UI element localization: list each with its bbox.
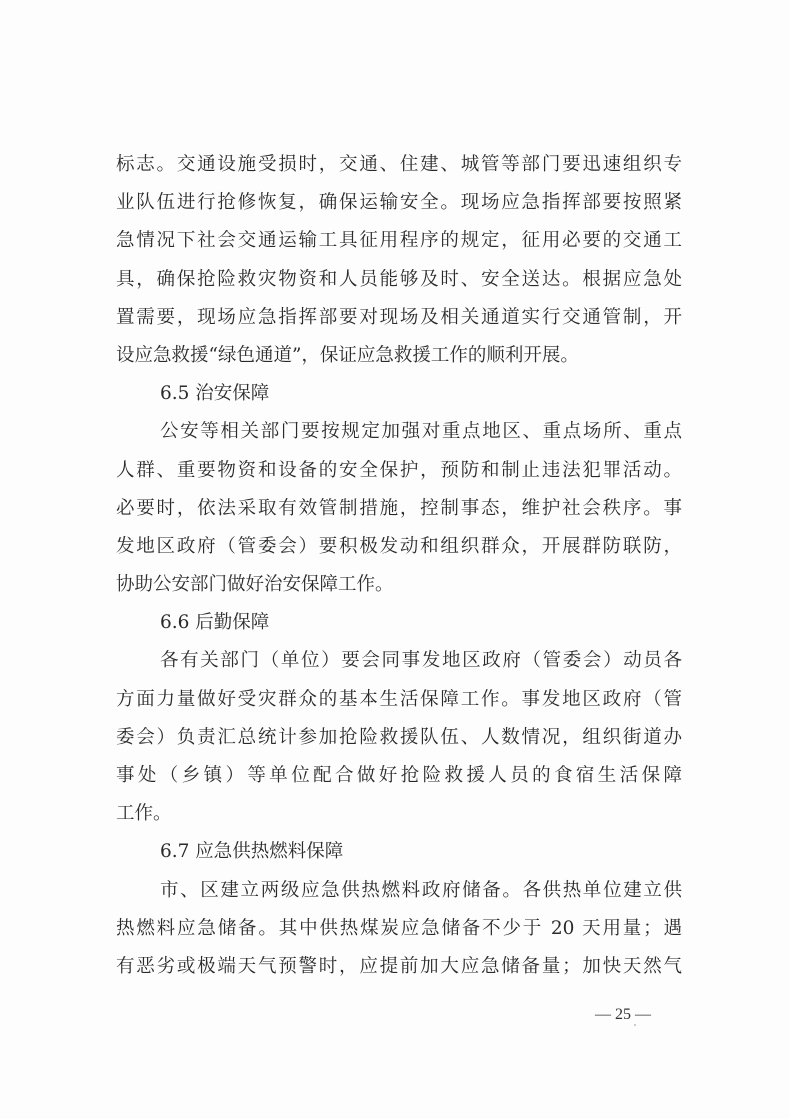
paragraph-first-line: 各有关部门（单位）要会同事发地区政府（管委会）动员各 [160, 650, 682, 672]
text-line: 热燃料应急储备。其中供热煤炭应急储备不少于 20 天用量；遇 [116, 917, 682, 939]
text-line: 业队伍进行抢修恢复，确保运输安全。现场应急指挥部要按照紧 [116, 192, 682, 214]
text-line: 有恶劣或极端天气预警时，应提前加大应急储备量；加快天然气 [116, 955, 682, 977]
text-line: 工作。 [116, 803, 172, 825]
text-line: 具，确保抢险救灾物资和人员能够及时、安全送达。根据应急处 [116, 268, 682, 290]
text-line: 急情况下社会交通运输工具征用程序的规定，征用必要的交通工 [116, 230, 682, 252]
text-line: 事处（乡镇）等单位配合做好抢险救援人员的食宿生活保障 [116, 765, 682, 786]
paragraph-first-line: 市、区建立两级应急供热燃料政府储备。各供热单位建立供 [160, 879, 682, 901]
section-heading-6-6: 6.6 后勤保障 [160, 612, 270, 634]
page-number: — 25 — [595, 1006, 651, 1023]
text-line: 委会）负责汇总统计参加抢险救援队伍、人数情况，组织街道办 [116, 726, 682, 748]
text-line: 置需要，现场应急指挥部要对现场及相关通道实行交通管制，开 [116, 306, 682, 328]
text-line: 必要时，依法采取有效管制措施，控制事态，维护社会秩序。事 [116, 497, 682, 519]
section-heading-6-7: 6.7 应急供热燃料保障 [160, 841, 344, 863]
section-heading-6-5: 6.5 治安保障 [160, 383, 270, 405]
text-line: 人群、重要物资和设备的安全保护，预防和制止违法犯罪活动。 [116, 459, 682, 481]
text-line: 方面力量做好受灾群众的基本生活保障工作。事发地区政府（管 [116, 688, 682, 710]
text-line: 发地区政府（管委会）要积极发动和组织群众，开展群防联防， [116, 535, 682, 557]
page-footer [0, 1000, 790, 1030]
body-text [116, 146, 682, 986]
paragraph-first-line: 公安等相关部门要按规定加强对重点地区、重点场所、重点 [160, 421, 682, 443]
text-line: 设应急救援“绿色通道”，保证应急救援工作的顺利开展。 [116, 344, 579, 366]
text-line: 标志。交通设施受损时，交通、住建、城管等部门要迅速组织专 [116, 154, 682, 175]
scan-speck [634, 1024, 636, 1026]
text-line: 协助公安部门做好治安保障工作。 [116, 574, 394, 596]
